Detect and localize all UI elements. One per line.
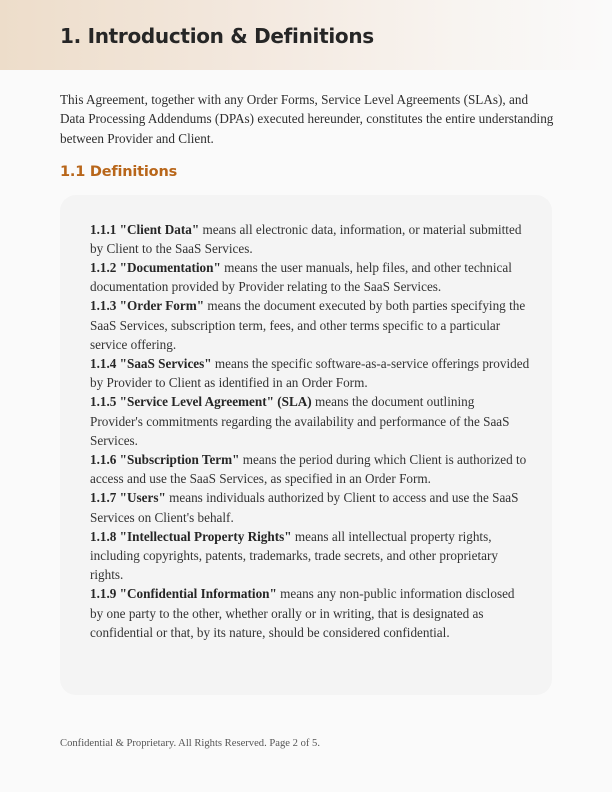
definition-text: means any non-public information disclosed by one party to the other, whether orally or in writing, that is designated as confidential or that, by its nature, should be considered confidential. [90, 586, 515, 640]
definition-text: means the user manuals, help files, and other technical documentation provided by Provider relating to the SaaS Services. [90, 259, 512, 295]
definition-term: 1.1.2 "Documentation" [90, 259, 221, 275]
definition-term: 1.1.1 "Client Data" [90, 221, 200, 237]
intro-paragraph: This Agreement, together with any Order Forms, Service Level Agreements (SLAs), and Data Processing Addendums (DPAs) executed hereunder, constitutes the entire understanding between Provider and Client. [60, 92, 554, 146]
definition-text: means the document executed by both parties specifying the SaaS Services, subscription term, fees, and other terms specific to a particular service offering. [90, 298, 526, 352]
definition-term: 1.1.9 "Confidential Information" [90, 586, 277, 602]
definition-item [90, 527, 530, 585]
definitions-heading: 1.1 Definitions [60, 164, 177, 180]
definition-item [90, 220, 530, 258]
definition-item [90, 392, 530, 450]
definition-term: 1.1.6 "Subscription Term" [90, 451, 240, 467]
page-title: 1. Introduction & Definitions [60, 24, 374, 48]
definition-text: means individuals authorized by Client to access and use the SaaS Services on Client's behalf. [90, 490, 519, 525]
definition-item [90, 584, 530, 642]
definition-item [90, 258, 530, 296]
definition-item [90, 296, 530, 354]
definition-term: 1.1.5 "Service Level Agreement" (SLA) [90, 394, 312, 410]
definition-text: means all intellectual property rights, including copyrights, patents, trademarks, trade secrets, and other proprietary rights. [90, 528, 498, 583]
definition-text: means the document outlining Provider's commitments regarding the availability and performance of the SaaS Services. [90, 394, 510, 448]
definition-term: 1.1.7 "Users" [90, 490, 166, 506]
definition-item [90, 354, 530, 392]
definitions-list [90, 220, 530, 642]
definition-item [90, 488, 530, 526]
definition-text: means the specific software-as-a-service offerings provided by Provider to Client as identified in an Order Form. [90, 355, 530, 391]
definition-text: means the period during which Client is authorized to access and use the SaaS Services, as specified in an Order Form. [90, 451, 527, 487]
definition-term: 1.1.8 "Intellectual Property Rights" [90, 528, 292, 544]
definition-item [90, 450, 530, 488]
definition-term: 1.1.4 "SaaS Services" [90, 355, 212, 371]
definition-text: means all electronic data, information, or material submitted by Client to the SaaS Services. [90, 221, 522, 256]
page-footer: Confidential & Proprietary. All Rights Reserved. Page 2 of 5. [60, 738, 320, 749]
definition-term: 1.1.3 "Order Form" [90, 298, 205, 314]
